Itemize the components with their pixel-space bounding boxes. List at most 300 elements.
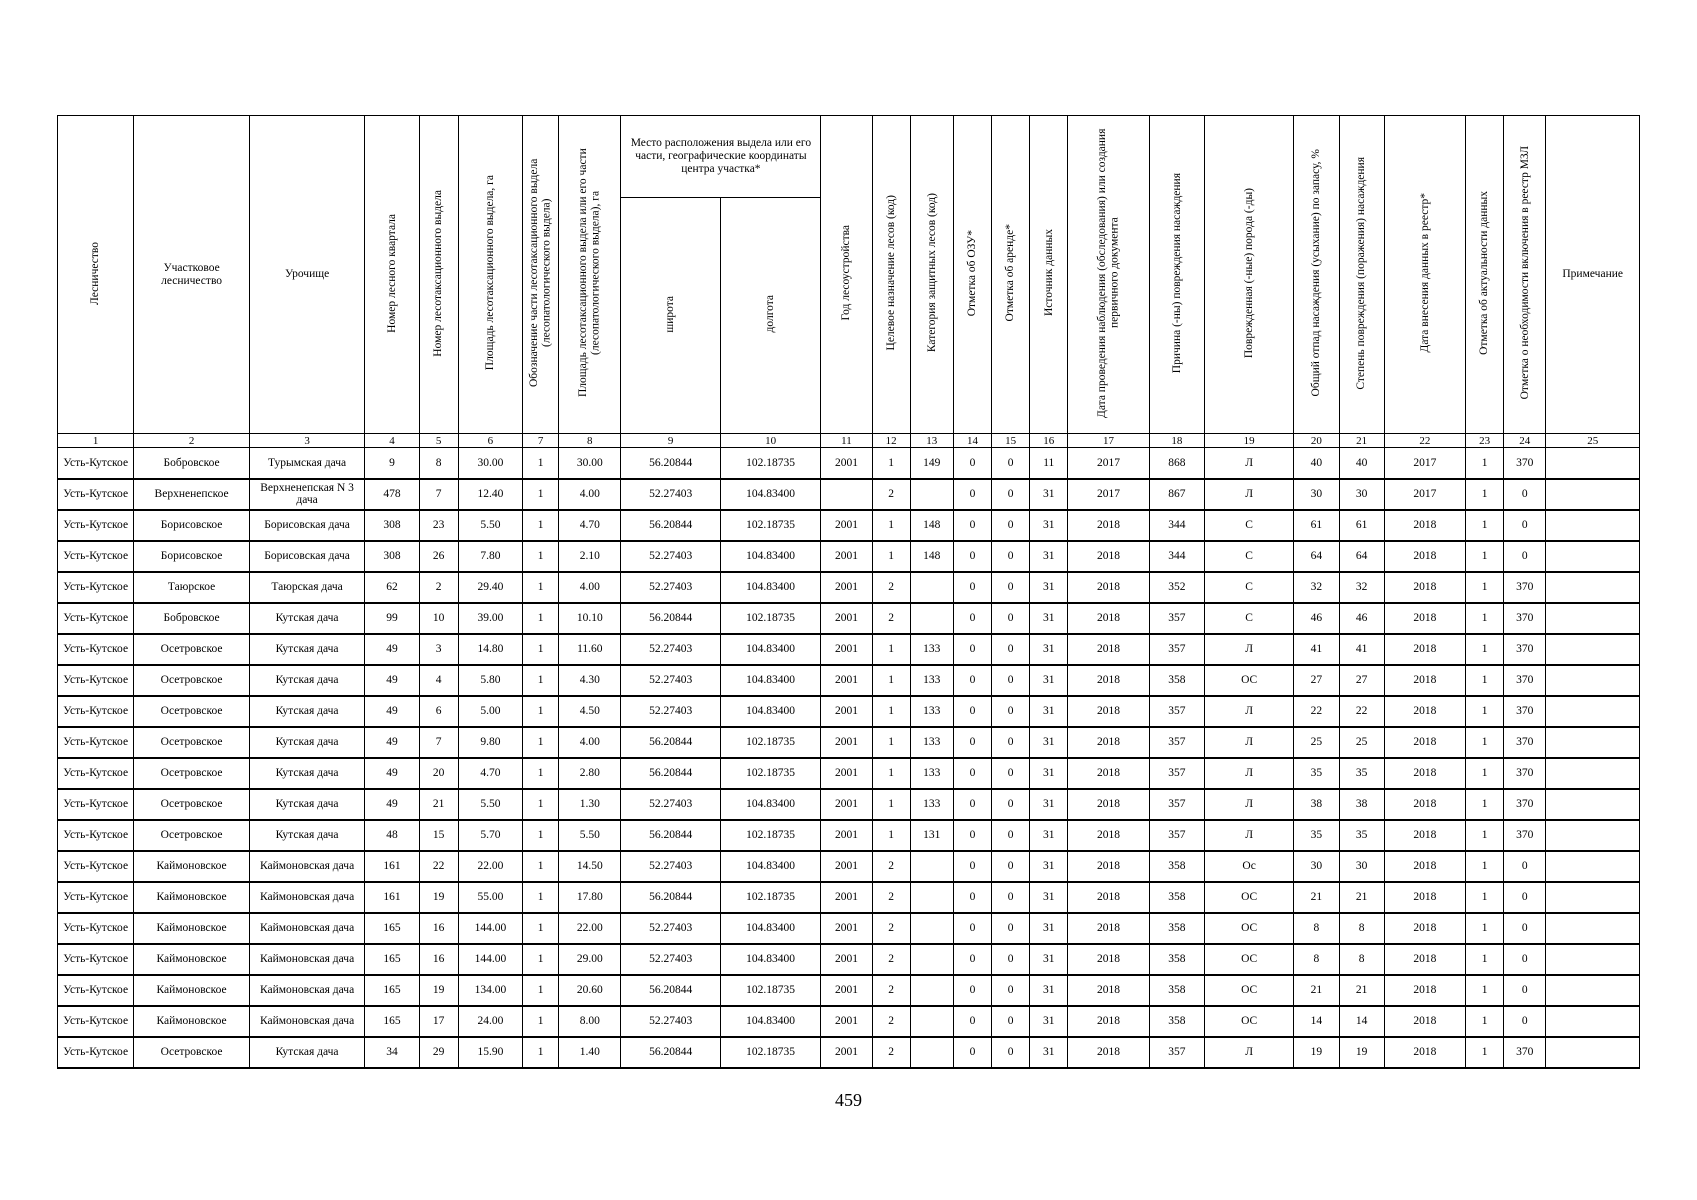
cell-allotment-area: 29.40	[458, 572, 522, 603]
cell-allotment-part: 1	[523, 1006, 559, 1037]
cell-damaged-species: ОС	[1204, 975, 1293, 1006]
cell-allotment-part: 1	[523, 975, 559, 1006]
cell-longitude: 104.83400	[720, 541, 820, 572]
cell-observation-date: 2018	[1068, 1006, 1149, 1037]
cell-quarter-number: 165	[365, 1006, 419, 1037]
cell-quarter-number: 99	[365, 603, 419, 634]
cell-longitude: 102.18735	[720, 1037, 820, 1068]
cell-quarter-number: 308	[365, 510, 419, 541]
cell-part-area: 4.00	[559, 727, 621, 758]
cell-district-forestry: Осетровское	[134, 665, 250, 696]
cell-lease-mark: 0	[992, 541, 1030, 572]
cell-allotment-part: 1	[523, 510, 559, 541]
cell-longitude: 104.83400	[720, 851, 820, 882]
cell-ozu-mark: 0	[953, 851, 991, 882]
cell-total-mortality: 40	[1294, 448, 1339, 479]
cell-registry-date: 2018	[1384, 1037, 1465, 1068]
cell-observation-date: 2018	[1068, 789, 1149, 820]
cell-actuality-mark: 1	[1466, 820, 1504, 851]
column-number: 3	[249, 434, 365, 448]
cell-actuality-mark: 1	[1466, 479, 1504, 510]
cell-protective-category: 133	[910, 789, 953, 820]
forest-damage-register-table	[57, 115, 1640, 1069]
cell-part-area: 4.30	[559, 665, 621, 696]
cell-purpose-code: 2	[872, 479, 910, 510]
cell-note	[1546, 572, 1640, 603]
cell-protective-category	[910, 851, 953, 882]
cell-actuality-mark: 1	[1466, 727, 1504, 758]
cell-district-forestry: Осетровское	[134, 727, 250, 758]
cell-actuality-mark: 1	[1466, 851, 1504, 882]
cell-note	[1546, 727, 1640, 758]
cell-inventory-year: 2001	[821, 603, 872, 634]
cell-lease-mark: 0	[992, 758, 1030, 789]
cell-inventory-year: 2001	[821, 665, 872, 696]
column-number: 10	[720, 434, 820, 448]
cell-inventory-year: 2001	[821, 1037, 872, 1068]
cell-ozu-mark: 0	[953, 944, 991, 975]
cell-protective-category: 148	[910, 510, 953, 541]
cell-data-source: 31	[1030, 1037, 1068, 1068]
column-number: 22	[1384, 434, 1465, 448]
cell-damage-cause: 357	[1149, 696, 1204, 727]
cell-tract: Каймоновская дача	[249, 851, 365, 882]
cell-part-area: 8.00	[559, 1006, 621, 1037]
cell-longitude: 104.83400	[720, 572, 820, 603]
cell-total-mortality: 19	[1294, 1037, 1339, 1068]
cell-ozu-mark: 0	[953, 1037, 991, 1068]
cell-total-mortality: 38	[1294, 789, 1339, 820]
header-observation-date: Дата проведения наблюдения (обследования) или создания первичного документа	[1068, 116, 1149, 434]
table-row	[58, 975, 1640, 1006]
cell-damage-degree: 35	[1339, 820, 1384, 851]
cell-damage-cause: 358	[1149, 851, 1204, 882]
cell-mzl-mark: 370	[1504, 1037, 1546, 1068]
header-damage-degree: Степень повреждения (поражения) насаждения	[1339, 116, 1384, 434]
cell-tract: Борисовская дача	[249, 541, 365, 572]
cell-allotment-area: 4.70	[458, 758, 522, 789]
cell-note	[1546, 944, 1640, 975]
cell-purpose-code: 2	[872, 603, 910, 634]
cell-registry-date: 2018	[1384, 975, 1465, 1006]
cell-total-mortality: 32	[1294, 572, 1339, 603]
cell-damaged-species: Л	[1204, 1037, 1293, 1068]
cell-damaged-species: С	[1204, 603, 1293, 634]
cell-observation-date: 2018	[1068, 572, 1149, 603]
cell-protective-category	[910, 572, 953, 603]
cell-registry-date: 2018	[1384, 758, 1465, 789]
cell-purpose-code: 2	[872, 1037, 910, 1068]
cell-note	[1546, 603, 1640, 634]
cell-inventory-year: 2001	[821, 541, 872, 572]
cell-latitude: 52.27403	[621, 634, 720, 665]
cell-damaged-species: ОС	[1204, 913, 1293, 944]
cell-quarter-number: 49	[365, 634, 419, 665]
cell-quarter-number: 161	[365, 882, 419, 913]
cell-damage-degree: 64	[1339, 541, 1384, 572]
cell-purpose-code: 2	[872, 975, 910, 1006]
cell-allotment-number: 16	[419, 944, 458, 975]
table-row	[58, 882, 1640, 913]
cell-actuality-mark: 1	[1466, 696, 1504, 727]
cell-total-mortality: 21	[1294, 975, 1339, 1006]
cell-registry-date: 2018	[1384, 882, 1465, 913]
cell-registry-date: 2018	[1384, 665, 1465, 696]
cell-quarter-number: 165	[365, 975, 419, 1006]
cell-observation-date: 2018	[1068, 727, 1149, 758]
cell-lease-mark: 0	[992, 944, 1030, 975]
table-row	[58, 696, 1640, 727]
cell-actuality-mark: 1	[1466, 882, 1504, 913]
cell-allotment-area: 15.90	[458, 1037, 522, 1068]
cell-district-forestry: Борисовское	[134, 510, 250, 541]
cell-district-forestry: Каймоновское	[134, 851, 250, 882]
cell-inventory-year: 2001	[821, 851, 872, 882]
cell-allotment-part: 1	[523, 758, 559, 789]
cell-damage-degree: 30	[1339, 851, 1384, 882]
cell-allotment-number: 7	[419, 479, 458, 510]
table-row	[58, 851, 1640, 882]
table-row	[58, 665, 1640, 696]
cell-damage-cause: 357	[1149, 634, 1204, 665]
cell-observation-date: 2018	[1068, 944, 1149, 975]
cell-forestry: Усть-Кутское	[58, 510, 134, 541]
cell-forestry: Усть-Кутское	[58, 944, 134, 975]
cell-district-forestry: Осетровское	[134, 758, 250, 789]
cell-allotment-area: 12.40	[458, 479, 522, 510]
cell-lease-mark: 0	[992, 603, 1030, 634]
cell-allotment-part: 1	[523, 479, 559, 510]
cell-tract: Таюрская дача	[249, 572, 365, 603]
cell-forestry: Усть-Кутское	[58, 1037, 134, 1068]
cell-forestry: Усть-Кутское	[58, 820, 134, 851]
cell-mzl-mark: 370	[1504, 634, 1546, 665]
cell-damage-degree: 19	[1339, 1037, 1384, 1068]
cell-observation-date: 2017	[1068, 448, 1149, 479]
cell-observation-date: 2018	[1068, 820, 1149, 851]
cell-damage-degree: 25	[1339, 727, 1384, 758]
cell-latitude: 52.27403	[621, 696, 720, 727]
cell-note	[1546, 789, 1640, 820]
cell-total-mortality: 8	[1294, 944, 1339, 975]
header-inventory-year: Год лесоустройства	[821, 116, 872, 434]
cell-quarter-number: 49	[365, 665, 419, 696]
cell-ozu-mark: 0	[953, 1006, 991, 1037]
cell-longitude: 104.83400	[720, 913, 820, 944]
cell-forestry: Усть-Кутское	[58, 975, 134, 1006]
cell-note	[1546, 479, 1640, 510]
cell-lease-mark: 0	[992, 975, 1030, 1006]
cell-lease-mark: 0	[992, 665, 1030, 696]
cell-registry-date: 2018	[1384, 1006, 1465, 1037]
cell-damaged-species: Л	[1204, 448, 1293, 479]
cell-data-source: 31	[1030, 634, 1068, 665]
cell-allotment-part: 1	[523, 1037, 559, 1068]
table-row	[58, 572, 1640, 603]
cell-damaged-species: Л	[1204, 479, 1293, 510]
cell-total-mortality: 30	[1294, 479, 1339, 510]
column-number: 12	[872, 434, 910, 448]
cell-damage-degree: 21	[1339, 975, 1384, 1006]
header-allotment-area: Площадь лесотаксационного выдела, га	[458, 116, 522, 434]
cell-registry-date: 2018	[1384, 789, 1465, 820]
cell-latitude: 52.27403	[621, 665, 720, 696]
cell-district-forestry: Бобровское	[134, 448, 250, 479]
cell-damage-cause: 357	[1149, 758, 1204, 789]
cell-total-mortality: 61	[1294, 510, 1339, 541]
cell-part-area: 30.00	[559, 448, 621, 479]
cell-lease-mark: 0	[992, 851, 1030, 882]
cell-damage-degree: 30	[1339, 479, 1384, 510]
header-actuality-mark: Отметка об актуальности данных	[1466, 116, 1504, 434]
cell-longitude: 102.18735	[720, 510, 820, 541]
cell-actuality-mark: 1	[1466, 975, 1504, 1006]
cell-damaged-species: ОС	[1204, 665, 1293, 696]
cell-forestry: Усть-Кутское	[58, 913, 134, 944]
cell-latitude: 56.20844	[621, 820, 720, 851]
cell-damage-cause: 357	[1149, 727, 1204, 758]
cell-lease-mark: 0	[992, 882, 1030, 913]
cell-forestry: Усть-Кутское	[58, 758, 134, 789]
cell-longitude: 104.83400	[720, 479, 820, 510]
cell-allotment-area: 5.50	[458, 510, 522, 541]
cell-mzl-mark: 0	[1504, 944, 1546, 975]
cell-total-mortality: 25	[1294, 727, 1339, 758]
cell-note	[1546, 882, 1640, 913]
cell-tract: Кутская дача	[249, 1037, 365, 1068]
cell-allotment-area: 30.00	[458, 448, 522, 479]
cell-protective-category: 133	[910, 727, 953, 758]
cell-total-mortality: 30	[1294, 851, 1339, 882]
cell-damage-cause: 358	[1149, 975, 1204, 1006]
cell-allotment-part: 1	[523, 541, 559, 572]
cell-allotment-area: 24.00	[458, 1006, 522, 1037]
header-longitude: долгота	[720, 198, 820, 434]
cell-ozu-mark: 0	[953, 603, 991, 634]
cell-actuality-mark: 1	[1466, 944, 1504, 975]
cell-part-area: 17.80	[559, 882, 621, 913]
cell-data-source: 31	[1030, 479, 1068, 510]
cell-inventory-year: 2001	[821, 510, 872, 541]
cell-data-source: 31	[1030, 665, 1068, 696]
cell-data-source: 31	[1030, 851, 1068, 882]
cell-data-source: 31	[1030, 975, 1068, 1006]
cell-longitude: 102.18735	[720, 758, 820, 789]
header-note: Примечание	[1546, 116, 1640, 434]
cell-actuality-mark: 1	[1466, 541, 1504, 572]
cell-tract: Борисовская дача	[249, 510, 365, 541]
cell-latitude: 52.27403	[621, 851, 720, 882]
column-number: 24	[1504, 434, 1546, 448]
cell-latitude: 56.20844	[621, 603, 720, 634]
cell-data-source: 31	[1030, 882, 1068, 913]
cell-longitude: 102.18735	[720, 820, 820, 851]
cell-total-mortality: 14	[1294, 1006, 1339, 1037]
cell-damaged-species: Л	[1204, 634, 1293, 665]
cell-purpose-code: 2	[872, 1006, 910, 1037]
cell-mzl-mark: 0	[1504, 913, 1546, 944]
cell-note	[1546, 665, 1640, 696]
cell-damage-cause: 357	[1149, 1037, 1204, 1068]
column-number: 4	[365, 434, 419, 448]
cell-part-area: 1.30	[559, 789, 621, 820]
column-number: 16	[1030, 434, 1068, 448]
cell-quarter-number: 478	[365, 479, 419, 510]
cell-quarter-number: 161	[365, 851, 419, 882]
cell-protective-category	[910, 975, 953, 1006]
cell-protective-category: 149	[910, 448, 953, 479]
cell-part-area: 4.50	[559, 696, 621, 727]
cell-damage-cause: 352	[1149, 572, 1204, 603]
cell-purpose-code: 2	[872, 882, 910, 913]
cell-observation-date: 2018	[1068, 913, 1149, 944]
column-number: 2	[134, 434, 250, 448]
cell-mzl-mark: 0	[1504, 851, 1546, 882]
cell-allotment-number: 17	[419, 1006, 458, 1037]
cell-tract: Каймоновская дача	[249, 944, 365, 975]
cell-forestry: Усть-Кутское	[58, 634, 134, 665]
cell-longitude: 104.83400	[720, 944, 820, 975]
cell-observation-date: 2018	[1068, 634, 1149, 665]
cell-quarter-number: 34	[365, 1037, 419, 1068]
cell-lease-mark: 0	[992, 727, 1030, 758]
cell-actuality-mark: 1	[1466, 789, 1504, 820]
cell-ozu-mark: 0	[953, 510, 991, 541]
cell-lease-mark: 0	[992, 913, 1030, 944]
cell-district-forestry: Верхненепское	[134, 479, 250, 510]
column-number-row	[58, 434, 1640, 448]
cell-district-forestry: Каймоновское	[134, 944, 250, 975]
cell-observation-date: 2018	[1068, 603, 1149, 634]
cell-allotment-area: 5.00	[458, 696, 522, 727]
cell-district-forestry: Осетровское	[134, 789, 250, 820]
cell-lease-mark: 0	[992, 572, 1030, 603]
column-number: 21	[1339, 434, 1384, 448]
cell-tract: Каймоновская дача	[249, 1006, 365, 1037]
cell-forestry: Усть-Кутское	[58, 727, 134, 758]
cell-damage-cause: 358	[1149, 944, 1204, 975]
cell-protective-category: 133	[910, 758, 953, 789]
cell-inventory-year: 2001	[821, 1006, 872, 1037]
cell-district-forestry: Осетровское	[134, 634, 250, 665]
cell-damage-cause: 358	[1149, 913, 1204, 944]
cell-note	[1546, 1037, 1640, 1068]
cell-inventory-year: 2001	[821, 944, 872, 975]
cell-allotment-part: 1	[523, 634, 559, 665]
table-row	[58, 727, 1640, 758]
cell-mzl-mark: 0	[1504, 1006, 1546, 1037]
cell-inventory-year: 2001	[821, 634, 872, 665]
header-tract: Урочище	[249, 116, 365, 434]
cell-observation-date: 2017	[1068, 479, 1149, 510]
cell-allotment-number: 15	[419, 820, 458, 851]
cell-ozu-mark: 0	[953, 882, 991, 913]
cell-damage-degree: 22	[1339, 696, 1384, 727]
cell-inventory-year: 2001	[821, 820, 872, 851]
cell-purpose-code: 2	[872, 851, 910, 882]
cell-part-area: 10.10	[559, 603, 621, 634]
cell-inventory-year: 2001	[821, 572, 872, 603]
column-number: 1	[58, 434, 134, 448]
cell-data-source: 31	[1030, 758, 1068, 789]
cell-purpose-code: 2	[872, 572, 910, 603]
cell-forestry: Усть-Кутское	[58, 572, 134, 603]
cell-ozu-mark: 0	[953, 913, 991, 944]
cell-data-source: 31	[1030, 820, 1068, 851]
cell-damage-degree: 21	[1339, 882, 1384, 913]
cell-damage-degree: 14	[1339, 1006, 1384, 1037]
cell-latitude: 56.20844	[621, 882, 720, 913]
cell-purpose-code: 1	[872, 758, 910, 789]
cell-ozu-mark: 0	[953, 975, 991, 1006]
cell-damage-cause: 358	[1149, 882, 1204, 913]
cell-district-forestry: Каймоновское	[134, 913, 250, 944]
cell-ozu-mark: 0	[953, 634, 991, 665]
cell-allotment-number: 19	[419, 975, 458, 1006]
cell-data-source: 31	[1030, 944, 1068, 975]
cell-mzl-mark: 0	[1504, 479, 1546, 510]
cell-damaged-species: ОС	[1204, 944, 1293, 975]
cell-data-source: 31	[1030, 572, 1068, 603]
cell-quarter-number: 49	[365, 727, 419, 758]
cell-lease-mark: 0	[992, 448, 1030, 479]
cell-protective-category: 133	[910, 634, 953, 665]
column-number: 17	[1068, 434, 1149, 448]
cell-ozu-mark: 0	[953, 758, 991, 789]
cell-data-source: 31	[1030, 1006, 1068, 1037]
cell-allotment-area: 144.00	[458, 913, 522, 944]
cell-mzl-mark: 0	[1504, 541, 1546, 572]
header-part-area: Площадь лесотаксационного выдела или его части (лесопатологического выдела), га	[559, 116, 621, 434]
cell-total-mortality: 27	[1294, 665, 1339, 696]
cell-tract: Турымская дача	[249, 448, 365, 479]
column-number: 7	[523, 434, 559, 448]
cell-ozu-mark: 0	[953, 572, 991, 603]
cell-part-area: 2.80	[559, 758, 621, 789]
cell-allotment-part: 1	[523, 882, 559, 913]
header-data-source: Источник данных	[1030, 116, 1068, 434]
cell-registry-date: 2017	[1384, 448, 1465, 479]
cell-quarter-number: 49	[365, 696, 419, 727]
cell-latitude: 56.20844	[621, 448, 720, 479]
cell-quarter-number: 49	[365, 789, 419, 820]
cell-note	[1546, 448, 1640, 479]
cell-note	[1546, 975, 1640, 1006]
cell-damage-cause: 358	[1149, 665, 1204, 696]
cell-actuality-mark: 1	[1466, 665, 1504, 696]
cell-allotment-number: 3	[419, 634, 458, 665]
cell-part-area: 22.00	[559, 913, 621, 944]
cell-tract: Кутская дача	[249, 603, 365, 634]
cell-allotment-number: 7	[419, 727, 458, 758]
cell-actuality-mark: 1	[1466, 603, 1504, 634]
cell-tract: Кутская дача	[249, 727, 365, 758]
cell-damaged-species: ОС	[1204, 1006, 1293, 1037]
cell-registry-date: 2017	[1384, 479, 1465, 510]
cell-purpose-code: 1	[872, 448, 910, 479]
cell-note	[1546, 696, 1640, 727]
cell-longitude: 104.83400	[720, 789, 820, 820]
cell-actuality-mark: 1	[1466, 758, 1504, 789]
cell-inventory-year: 2001	[821, 882, 872, 913]
column-number: 11	[821, 434, 872, 448]
cell-allotment-part: 1	[523, 851, 559, 882]
cell-allotment-number: 4	[419, 665, 458, 696]
cell-ozu-mark: 0	[953, 665, 991, 696]
cell-inventory-year: 2001	[821, 758, 872, 789]
cell-mzl-mark: 370	[1504, 448, 1546, 479]
cell-mzl-mark: 0	[1504, 510, 1546, 541]
